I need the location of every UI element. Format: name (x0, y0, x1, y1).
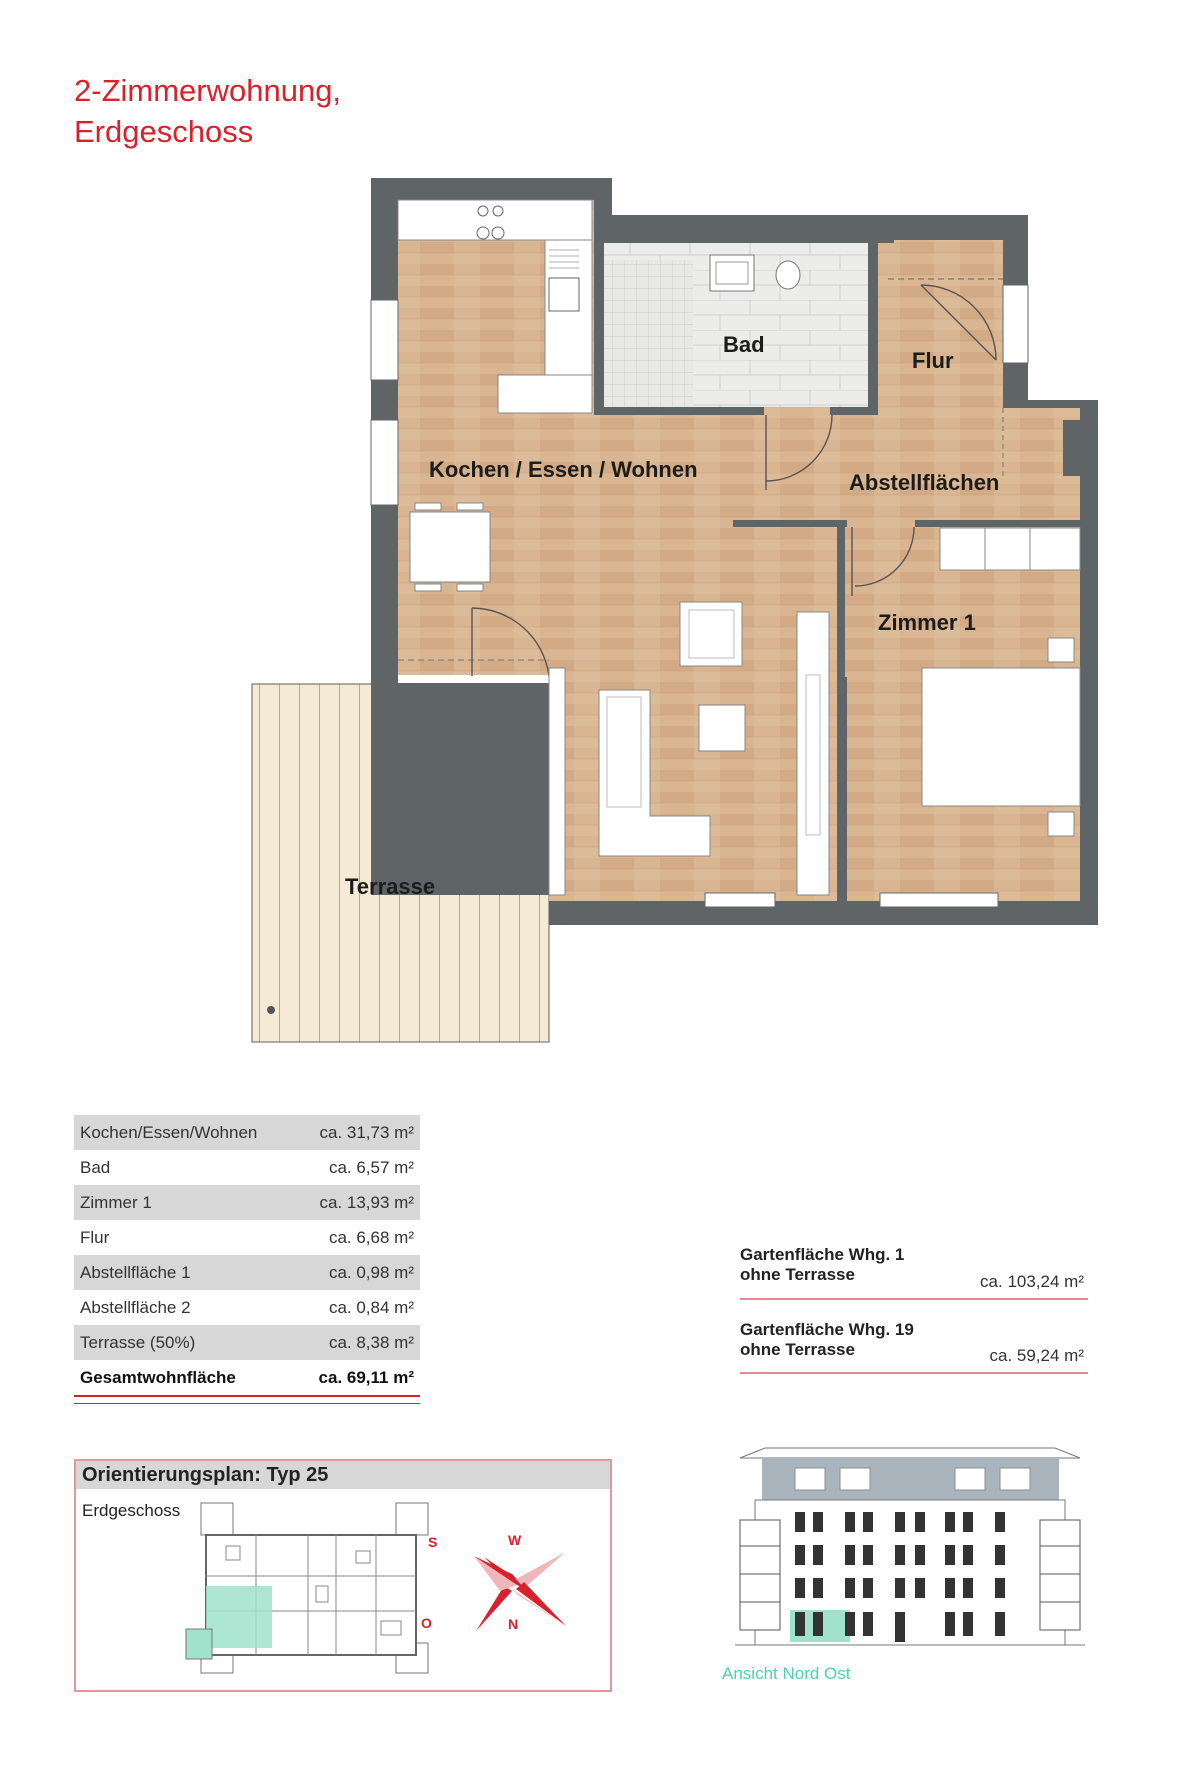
total-row (74, 1360, 420, 1396)
orientation-floor: Erdgeschoss (82, 1501, 181, 1520)
highlight-apartment (206, 1586, 272, 1648)
area-value: ca. 6,57 m² (328, 1157, 414, 1177)
compass-o: O (421, 1615, 432, 1631)
area-name: Terrasse (50%) (74, 1325, 295, 1360)
garden-divider (740, 1372, 1088, 1374)
garden-area-1 (740, 1245, 1088, 1300)
area-name: Flur (80, 1227, 110, 1247)
garden-value-1: ca. 103,24 m² (980, 1272, 1084, 1291)
table-row (74, 1290, 420, 1325)
garden-label-2a: Gartenfläche Whg. 19 (740, 1320, 914, 1339)
table-row (74, 1325, 420, 1360)
area-table (74, 1115, 420, 1397)
room-label-terrasse: Terrasse (345, 874, 436, 899)
room-label-zimmer: Zimmer 1 (878, 610, 976, 635)
garden-label-2b: ohne Terrasse (740, 1340, 855, 1359)
table-row (74, 1115, 420, 1150)
table-row (74, 1220, 420, 1255)
area-value: ca. 31,73 m² (295, 1115, 420, 1150)
orientation-plan (74, 1459, 612, 1692)
area-value: ca. 6,68 m² (328, 1227, 414, 1247)
area-value: ca. 0,98 m² (295, 1255, 420, 1290)
total-name: Gesamtwohnfläche (74, 1360, 295, 1396)
area-name: Bad (80, 1157, 111, 1177)
area-name: Abstellfläche 1 (74, 1255, 295, 1290)
garden-label-1b: ohne Terrasse (740, 1265, 855, 1284)
area-name: Abstellfläche 2 (80, 1297, 191, 1317)
table-row (74, 1185, 420, 1220)
room-label-bad: Bad (723, 332, 765, 357)
table-row (74, 1150, 420, 1185)
compass-s: S (428, 1534, 438, 1550)
title-line-1: 2-Zimmerwohnung, (74, 73, 342, 108)
compass-w: W (508, 1532, 522, 1548)
compass-n: N (508, 1616, 519, 1632)
room-label-flur: Flur (912, 348, 954, 373)
total-value: ca. 69,11 m² (295, 1360, 420, 1396)
area-value: ca. 8,38 m² (295, 1325, 420, 1360)
mini-plan (76, 1461, 610, 1690)
area-name: Kochen/Essen/Wohnen (74, 1115, 295, 1150)
garden-label-1a: Gartenfläche Whg. 1 (740, 1245, 905, 1264)
building-elevation (735, 1440, 1085, 1660)
room-label-abstell: Abstellflächen (849, 470, 1000, 495)
title-line-2: Erdgeschoss (74, 114, 254, 149)
orientation-title: Orientierungsplan: Typ 25 (76, 1461, 610, 1489)
elevation-caption: Ansicht Nord Ost (722, 1664, 851, 1683)
garden-divider (740, 1298, 1088, 1300)
area-value: ca. 0,84 m² (328, 1297, 414, 1317)
garden-value-2: ca. 59,24 m² (989, 1346, 1084, 1365)
room-label-kochen: Kochen / Essen / Wohnen (429, 457, 698, 482)
total-underline (74, 1403, 420, 1404)
compass-icon (421, 1532, 566, 1632)
garden-area-2 (740, 1320, 1088, 1374)
area-value: ca. 13,93 m² (295, 1185, 420, 1220)
table-row (74, 1255, 420, 1290)
area-name: Zimmer 1 (74, 1185, 295, 1220)
